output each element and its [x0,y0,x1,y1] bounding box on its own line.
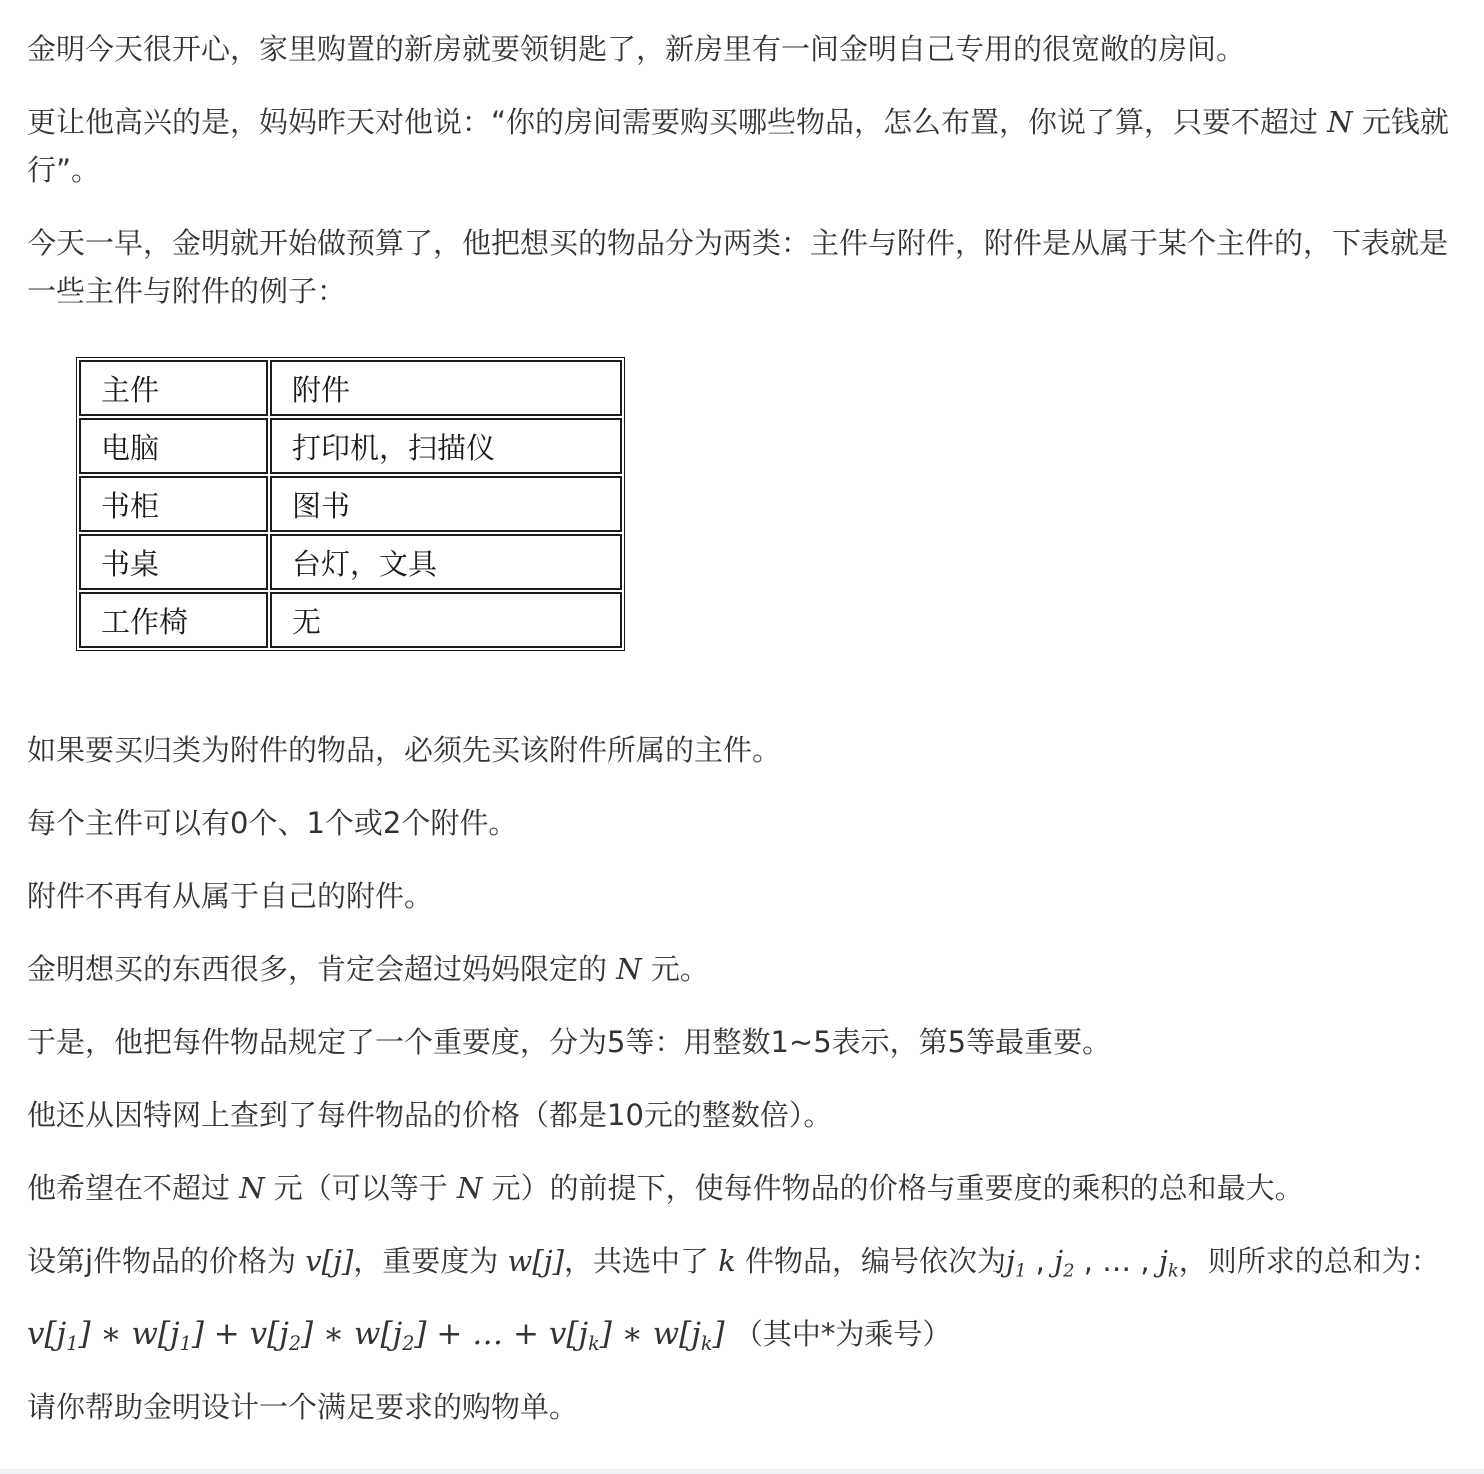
math-expression: N [1327,105,1353,139]
math-expression: w[j] [507,1244,564,1278]
paragraph-task: 请你帮助金明设计一个满足要求的购物单。 [27,1390,579,1424]
math-expression: k [718,1244,736,1278]
bottom-page-edge [0,1469,1484,1474]
math-expression: $j_k$ [578,1316,600,1355]
math-expression: $j_2$ [279,1316,302,1355]
math-expression: ] ∗ w[ [301,1316,393,1352]
math-expression: ] ∗ w[ [599,1316,692,1352]
paragraph-accessory-rule: 如果要买归类为附件的物品，必须先买该附件所属的主件。 [27,733,782,767]
table-cell: 书桌 [79,534,268,590]
main-accessory-table [76,357,625,651]
table-cell: 附件 [270,360,622,416]
math-expression: N [616,952,642,986]
paragraph-importance-levels: 于是，他把每件物品规定了一个重要度，分为5等：用整数1~5表示，第5等最重要。 [27,1025,1112,1059]
paragraph-accessory-count: 每个主件可以有0个、1个或2个附件。 [27,806,518,840]
table-cell: 图书 [270,476,622,532]
math-expression: N [457,1171,483,1205]
math-expression: $j_k$ [691,1316,713,1355]
table-cell: 电脑 [79,418,268,474]
math-expression: v[j] [305,1244,354,1278]
math-expression: $j_1$ [1005,1244,1027,1282]
math-expression: ] + v[ [191,1316,280,1352]
math-expression: $j_1$ [56,1316,79,1355]
table-cell: 工作椅 [79,592,268,648]
paragraph-definitions: 设第j件物品的价格为 v[j]，重要度为 w[j]，共选中了 k 件物品，编号依次为$j_1$ , $j_2$ , … , $j_k$，则所求的总和为： [27,1244,1440,1282]
paragraph-prices: 他还从因特网上查到了每件物品的价格（都是10元的整数倍）。 [27,1098,833,1132]
paragraph-over-budget: 金明想买的东西很多，肯定会超过妈妈限定的 N 元。 [27,952,709,986]
math-expression: $j_2$ [392,1316,415,1355]
math-expression: $j_2$ [1054,1244,1075,1282]
table-cell: 书柜 [79,476,268,532]
math-expression: ] ∗ w[ [78,1316,170,1352]
math-expression: N [239,1171,265,1205]
table-cell: 打印机，扫描仪 [270,418,622,474]
objective-formula: $v[j_1]$ ∗ $w[j_1] + v[j_2]$ ∗ $w[j_2]$ + … + $v[j_k]$ ∗ $w[j_k]$ （其中*为乘号） [27,1316,952,1355]
math-expression: $j_1$ [169,1316,192,1355]
math-expression: v[ [27,1316,57,1352]
table-row [79,476,622,532]
paragraph-goal: 他希望在不超过 N 元（可以等于 N 元）的前提下，使每件物品的价格与重要度的乘积的总和最大。 [27,1171,1304,1205]
paragraph-no-nested-accessory: 附件不再有从属于自己的附件。 [27,879,434,913]
math-expression: $j_k$ [1158,1244,1179,1282]
table-row [79,592,622,648]
table-row [79,534,622,590]
math-expression: ] + … + v[ [414,1316,579,1352]
table-cell: 无 [270,592,622,648]
paragraph-budget-classification: 今天一早，金明就开始做预算了，他把想买的物品分为两类：主件与附件，附件是从属于某个主件的，下表就是一些主件与附件的例子： [27,226,1449,308]
table-cell: 台灯，文具 [270,534,622,590]
math-expression: ] [712,1316,725,1352]
paragraph-mother-promise: 更让他高兴的是，妈妈昨天对他说：“你的房间需要购买哪些物品，怎么布置，你说了算，只要不超过 N 元钱就行”。 [27,105,1449,187]
table-row [79,418,622,474]
table-row [79,360,622,416]
main-accessory-table-image [76,357,1460,651]
table-cell: 主件 [79,360,268,416]
paragraph-intro: 金明今天很开心，家里购置的新房就要领钥匙了，新房里有一间金明自己专用的很宽敞的房间。 [27,32,1246,66]
